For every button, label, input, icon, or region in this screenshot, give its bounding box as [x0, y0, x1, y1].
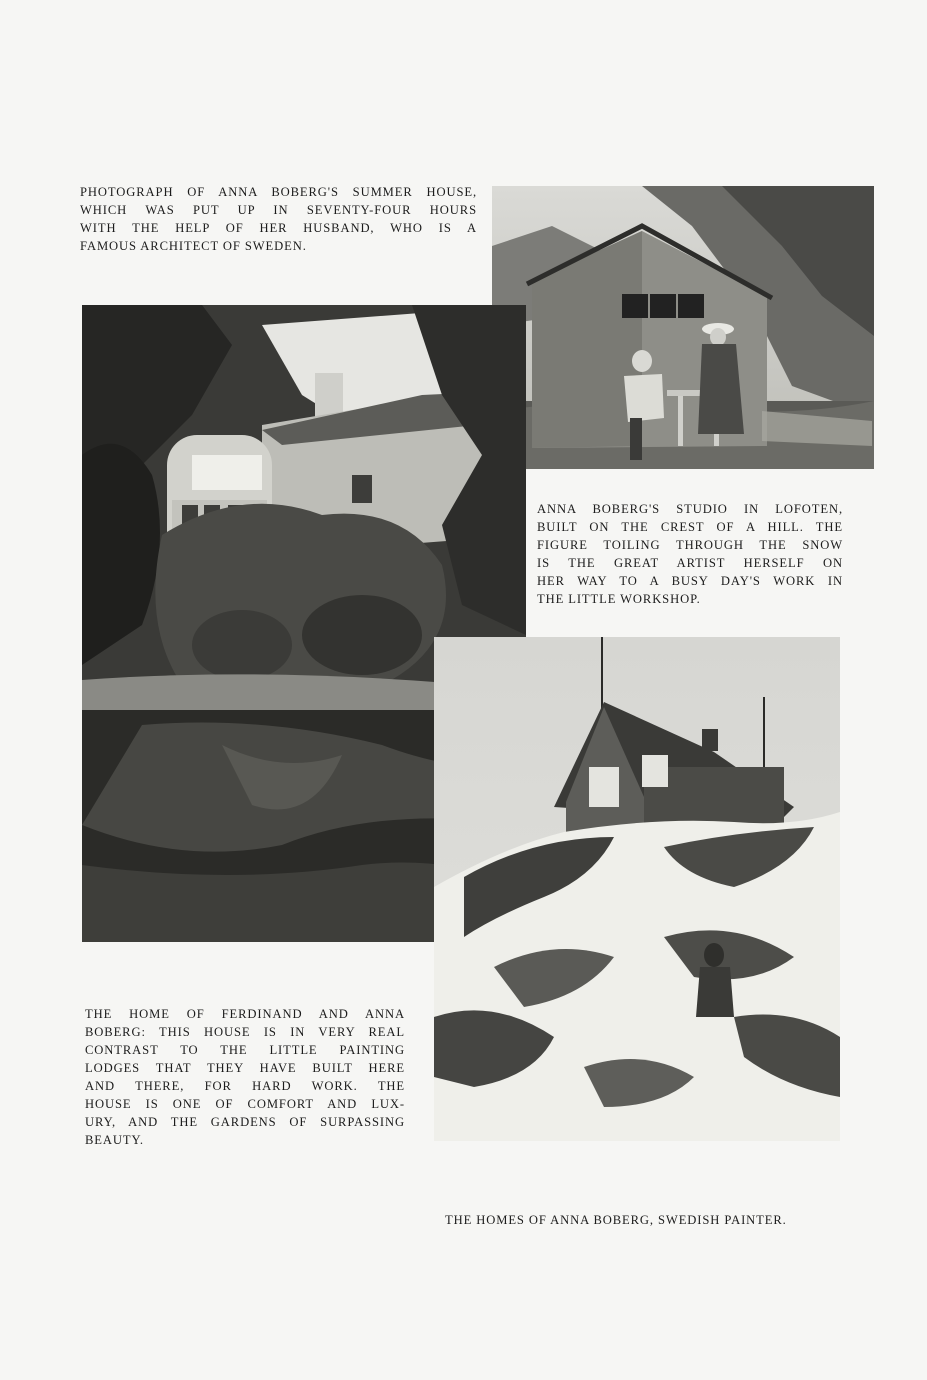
- page-footer-title: THE HOMES OF ANNA BOBERG, SWEDISH PAINTER.: [445, 1213, 787, 1227]
- home-caption: [85, 1005, 405, 1149]
- caption-line: CONTRAST TO THE LITTLE PAINTING: [85, 1043, 405, 1057]
- caption-line: BOBERG: THIS HOUSE IS IN VERY REAL: [85, 1025, 405, 1039]
- caption-line: ANNA BOBERG'S STUDIO IN LOFOTEN,: [537, 502, 843, 516]
- snow-cabin-photo: [434, 637, 840, 1141]
- caption-line: WHICH WAS PUT UP IN SEVENTY-FOUR HOURS: [80, 203, 477, 217]
- caption-line: FAMOUS ARCHITECT OF SWEDEN.: [80, 239, 307, 253]
- caption-line: BEAUTY.: [85, 1133, 144, 1147]
- caption-line: THE HOME OF FERDINAND AND ANNA: [85, 1007, 405, 1021]
- caption-line: HER WAY TO A BUSY DAY'S WORK IN: [537, 574, 843, 588]
- caption-line: IS THE GREAT ARTIST HERSELF ON: [537, 556, 843, 570]
- caption-line: THE LITTLE WORKSHOP.: [537, 592, 701, 606]
- studio-shed-photo: [492, 186, 874, 469]
- caption-line: WITH THE HELP OF HER HUSBAND, WHO IS A: [80, 221, 477, 235]
- caption-line: LODGES THAT THEY HAVE BUILT HERE: [85, 1061, 405, 1075]
- caption-line: PHOTOGRAPH OF ANNA BOBERG'S SUMMER HOUSE,: [80, 185, 477, 199]
- caption-line: FIGURE TOILING THROUGH THE SNOW: [537, 538, 843, 552]
- caption-line: HOUSE IS ONE OF COMFORT AND LUX-: [85, 1097, 405, 1111]
- caption-line: BUILT ON THE CREST OF A HILL. THE: [537, 520, 843, 534]
- caption-line: URY, AND THE GARDENS OF SURPASSING: [85, 1115, 405, 1129]
- caption-line: AND THERE, FOR HARD WORK. THE: [85, 1079, 405, 1093]
- studio-caption: [537, 500, 843, 608]
- summer-house-caption: [80, 183, 477, 255]
